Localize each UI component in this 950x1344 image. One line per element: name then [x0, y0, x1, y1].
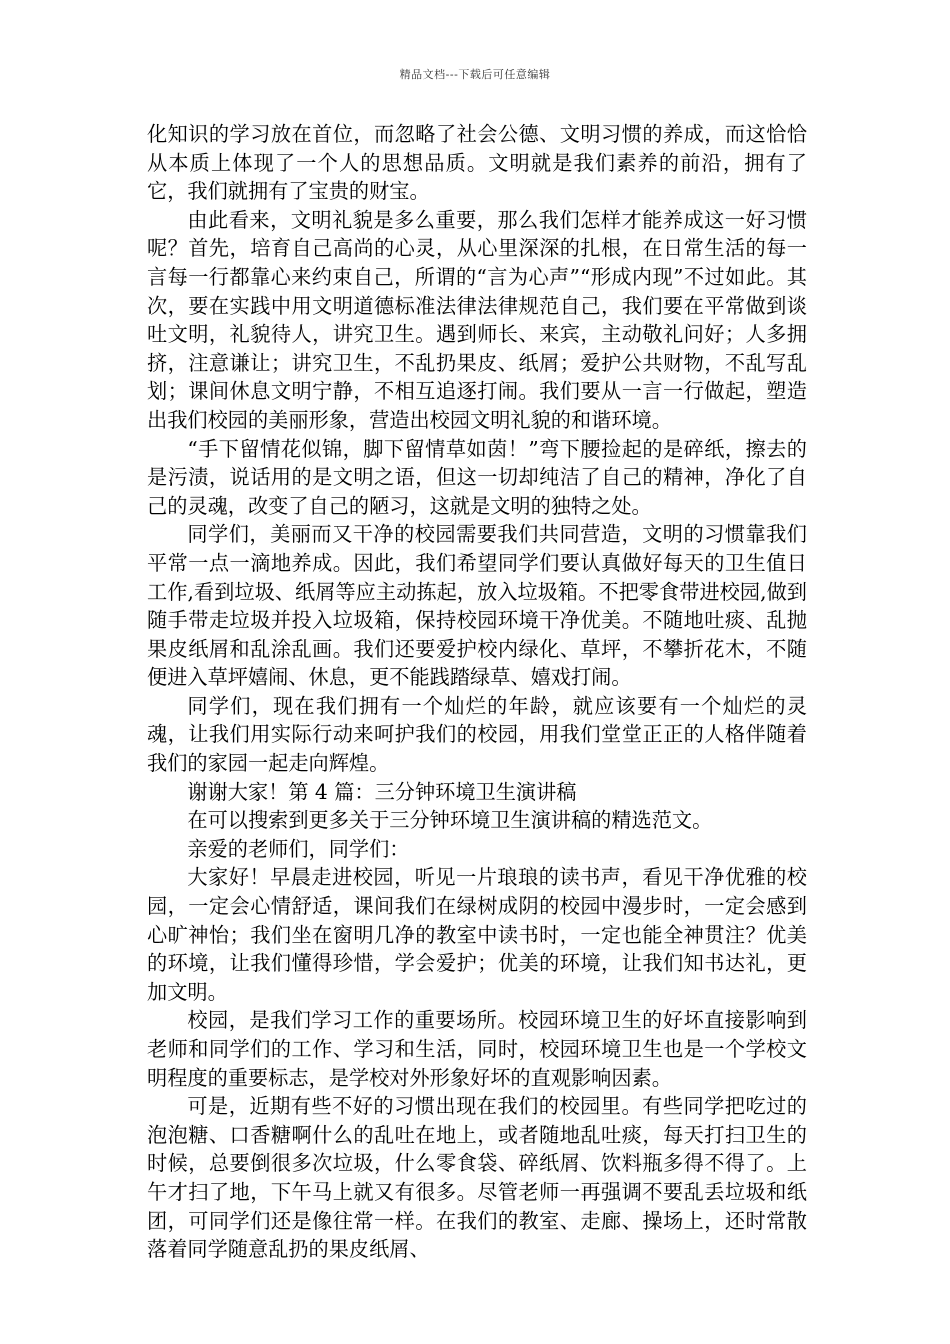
salutation: 亲爱的老师们，同学们： [187, 836, 410, 861]
paragraph: 校园，是我们学习工作的重要场所。校园环境卫生的好坏直接影响到老师和同学们的工作、学习和生活，同时，校园环境卫生也是一个学校文明程度的重要标志，是学校对外形象好坏的直观影响因素。 [147, 1008, 807, 1090]
page-header: 精品文档---下载后可任意编辑 [399, 68, 551, 81]
paragraph: 由此看来，文明礼貌是多么重要，那么我们怎样才能养成这一好习惯呢？首先，培育自己高尚的心灵，从心里深深的扎根，在日常生活的每一言每一行都靠心来约束自己，所谓的“言为心声”“形成内现”不过如此。其次，要在实践中用文明道德标准法律法律规范自己，我们要在平常做到谈吐文明，礼貌待人，讲究卫生。遇到师长、来宾，主动敬礼问好；人多拥挤，注意谦让；讲究卫生，不乱扔果皮、纸屑；爱护公共财物，不乱写乱划；课间休息文明宁静，不相互追逐打闹。我们要从一言一行做起，塑造出我们校园的美丽形象，营造出校园文明礼貌的和谐环境。 [147, 207, 807, 432]
paragraph: 同学们，现在我们拥有一个灿烂的年龄，就应该要有一个灿烂的灵魂，让我们用实际行动来呵护我们的校园，用我们堂堂正正的人格伴随着我们的家园一起走向辉煌。 [147, 693, 807, 776]
paragraph: 化知识的学习放在首位，而忽略了社会公德、文明习惯的养成，而这恰恰从本质上体现了一个人的思想品质。文明就是我们素养的前沿，拥有了它，我们就拥有了宝贵的财宝。 [147, 122, 807, 204]
paragraph: “手下留情花似锦，脚下留情草如茵！”弯下腰捡起的是碎纸，擦去的是污渍，说话用的是文明之语，但这一切却纯洁了自己的精神，净化了自己的灵魂，改变了自己的陋习，这就是文明的独特之处。 [147, 436, 807, 518]
paragraph: 可是，近期有些不好的习惯出现在我们的校园里。有些同学把吃过的泡泡糖、口香糖啊什么的乱吐在地上，或者随地乱吐痰，每天打扫卫生的时候，总要倒很多次垃圾，什么零食袋、碎纸屑、饮料瓶多得不得了。上午才扫了地，下午马上就又有很多。尽管老师一再强调不要乱丢垃圾和纸团，可同学们还是像往常一样。在我们的教室、走廊、操场上，还时常散落着同学随意乱扔的果皮纸屑、 [147, 1094, 807, 1262]
paragraph: 同学们，美丽而又干净的校园需要我们共同营造，文明的习惯靠我们平常一点一滴地养成。因此，我们希望同学们要认真做好每天的卫生值日工作,看到垃圾、纸屑等应主动拣起，放入垃圾箱。不把零食带进校园,做到随手带走垃圾并投入垃圾箱，保持校园环境干净优美。不随地吐痰、乱抛果皮纸屑和乱涂乱画。我们还要爱护校内绿化、草坪，不攀折花木，不随便进入草坪嬉闹、休息，更不能践踏绿草、嬉戏打闹。 [147, 522, 807, 690]
paragraph: 在可以搜索到更多关于三分钟环境卫生演讲稿的精选范文。 [187, 808, 713, 833]
document-body [147, 120, 807, 1264]
paragraph: 大家好！早晨走进校园，听见一片琅琅的读书声，看见干净优雅的校园，一定会心情舒适，课间我们在绿树成阴的校园中漫步时，一定会感到心旷神怡；我们坐在窗明几净的教室中读书时，一定也能全神贯注？优美的环境，让我们懂得珍惜，学会爱护；优美的环境，让我们知书达礼，更加文明。 [147, 865, 807, 1004]
section-heading: 谢谢大家！第 4 篇：三分钟环境卫生演讲稿 [187, 779, 577, 804]
